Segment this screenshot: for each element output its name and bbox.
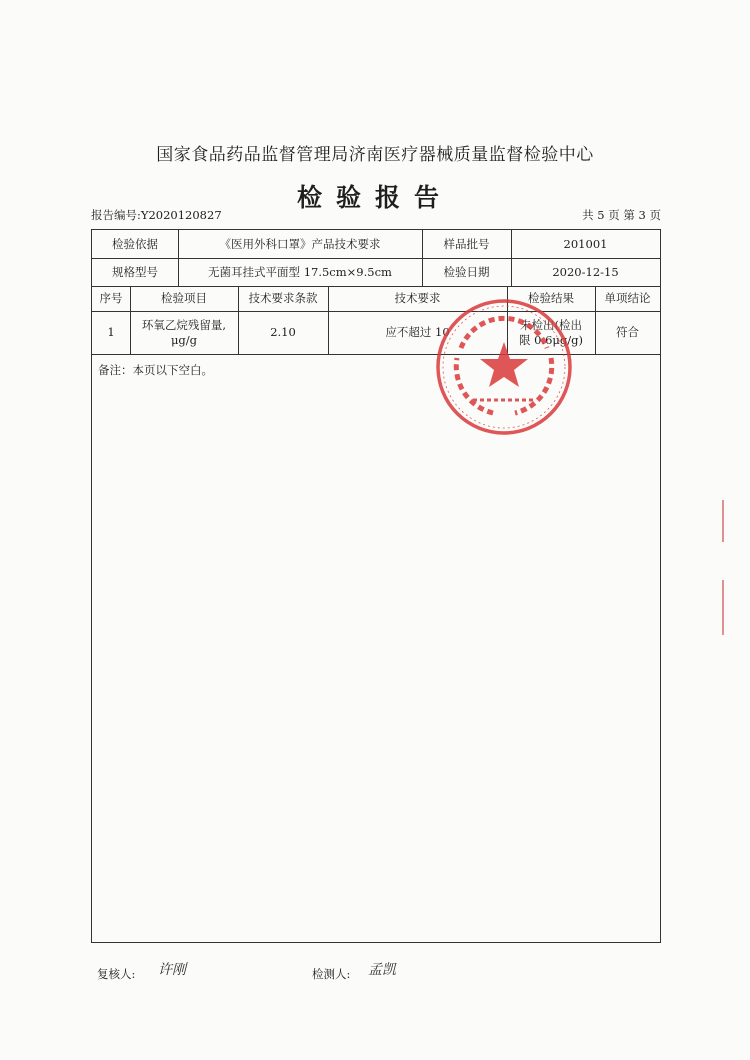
margin-seal-mark-upper-icon <box>722 500 744 542</box>
table-row-clause: 2.10 <box>270 325 296 339</box>
margin-seal-mark-lower-icon <box>722 580 744 635</box>
batch-value: 201001 <box>563 236 608 251</box>
remark-note: 备注：本页以下空白。 <box>98 363 213 377</box>
date-value: 2020-12-15 <box>552 264 619 279</box>
model-label: 规格型号 <box>112 264 158 279</box>
result-line-1: 未检出(检出 <box>520 317 582 332</box>
model-value: 无菌耳挂式平面型 17.5cm×9.5cm <box>208 264 392 279</box>
reviewer-label: 复核人: <box>97 967 136 981</box>
page-indicator: 共 5 页 第 3 页 <box>582 208 661 222</box>
reviewer-signature: 许刚 <box>158 962 186 978</box>
col-header-conclusion: 单项结论 <box>604 291 651 305</box>
col-header-item: 检验项目 <box>161 291 207 305</box>
basis-value: 《医用外科口罩》产品技术要求 <box>219 236 381 251</box>
report-table <box>91 229 661 943</box>
report-number: 报告编号:Y2020120827 <box>91 208 222 222</box>
batch-label: 样品批号 <box>443 236 490 251</box>
item-line-2: μg/g <box>170 332 198 347</box>
tester-label: 检测人: <box>312 967 351 981</box>
basis-label: 检验依据 <box>112 236 158 251</box>
item-line-1: 环氧乙烷残留量, <box>141 317 227 332</box>
table-row-item <box>130 311 238 354</box>
table-row-requirement: 应不超过 10 <box>385 325 450 339</box>
tester-signature: 孟凯 <box>368 962 396 978</box>
col-header-requirement: 技术要求 <box>394 291 441 305</box>
date-label: 检验日期 <box>443 264 490 279</box>
col-header-result: 检验结果 <box>528 291 574 305</box>
col-header-no: 序号 <box>99 291 123 305</box>
table-row-conclusion: 符合 <box>616 325 639 339</box>
official-seal-icon <box>433 296 575 438</box>
organization-name: 国家食品药品监督管理局济南医疗器械质量监督检验中心 <box>156 145 594 165</box>
table-row-no: 1 <box>107 325 115 339</box>
result-line-2: 限 0.6μg/g) <box>518 332 583 347</box>
report-title: 检验报告 <box>296 183 453 212</box>
col-header-clause: 技术要求条款 <box>248 291 318 305</box>
